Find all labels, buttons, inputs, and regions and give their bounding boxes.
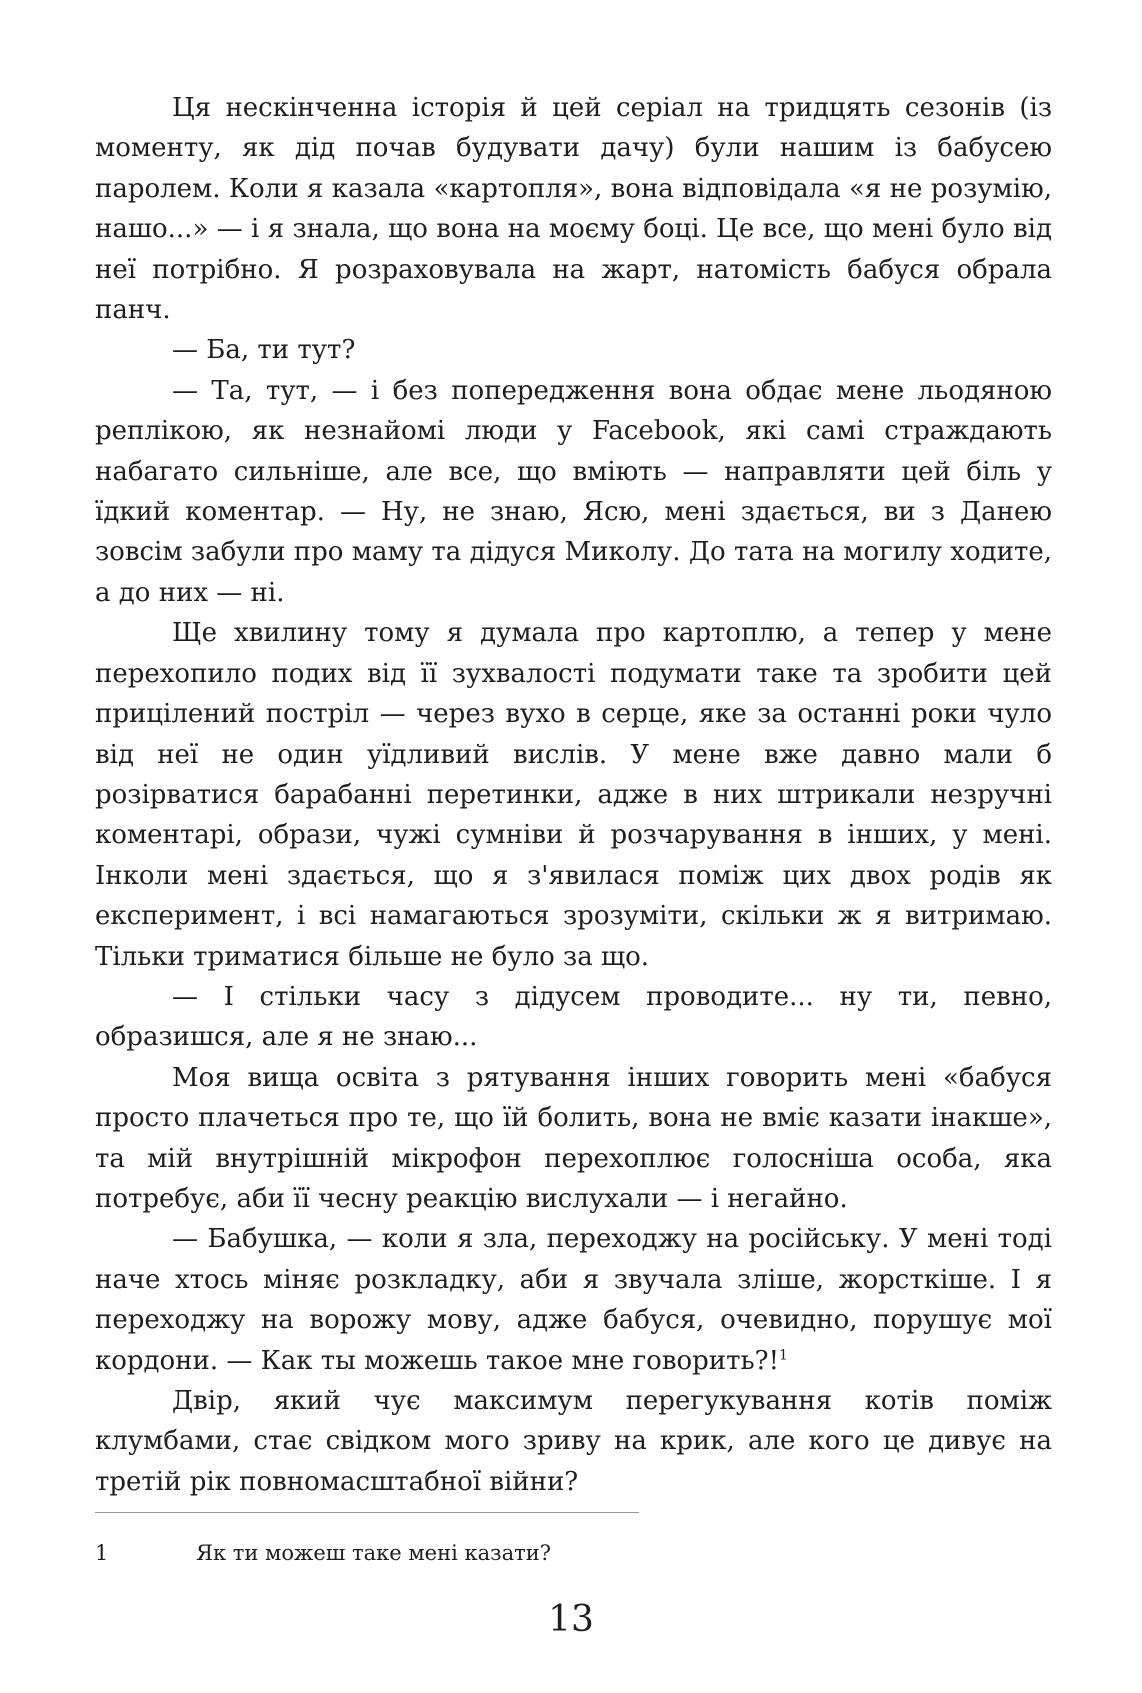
paragraph-8: Двір, який чує максимум перегукування котів поміж клумбами, стає свідком мого зриву на крик, але кого це дивує на третій рік повномасштабної війни? xyxy=(95,1386,1052,1497)
paragraph-7 xyxy=(95,1219,1052,1381)
paragraph-5: — І стільки часу з дідусем проводите... ну ти, певно, образишся, але я не знаю... xyxy=(95,981,1052,1053)
paragraph-6: Моя вища освіта з рятування інших говорить мені «бабуся просто плачеться про те, що їй болить, вона не вміє казати інакше», та мій внутрішній мікрофон перехоплює голосніша особа, яка потребує, аби її чесну реакцію вислухали — і негайно. xyxy=(95,1062,1052,1214)
paragraph-3: — Та, тут, — і без попередження вона обдає мене льодяною реплікою, як незнайомі люди у Facebook, які самі страждають набагато сильніше, але все, що вміють — направляти цей біль у їдкий коментар. — Ну, не знаю, Ясю, мені здається, ви з Данею зовсім забули про маму та дідуся Миколу. До тата на могилу ходите, а до них — ні. xyxy=(95,375,1052,608)
paragraph-7-text: — Бабушка, — коли я зла, переходжу на російську. У мені тоді наче хтось міняє розкладку, аби я звучала зліше, жорсткіше. І я переходжу на ворожу мову, адже бабуся, очевидно, порушує мої кордони. — Как ты можешь такое мне говорить?! xyxy=(95,1224,1052,1376)
footnote-text: Як ти можеш таке мені казати? xyxy=(196,1541,551,1565)
footnote-divider xyxy=(95,1512,639,1513)
page-body xyxy=(95,88,1052,1502)
page-number: 13 xyxy=(548,1599,594,1640)
paragraph-1: Ця нескінченна історія й цей серіал на тридцять сезонів (із моменту, як дід почав будувати дачу) були нашим із бабусею паролем. Коли я казала «картопля», вона відповідала «я не розумію, нашо...» — і я знала, що вона на моєму боці. Це все, що мені було від неї потрібно. Я розраховувала на жарт, натомість бабуся обрала панч. xyxy=(95,93,1052,326)
footnote xyxy=(95,1538,995,1568)
paragraph-4: Ще хвилину тому я думала про картоплю, а тепер у мене перехопило подих від її зухвалості подумати таке та зробити цей прицілений постріл — через вухо в серце, яке за останні роки чуло від неї не один уїдливий вислів. У мене вже давно мали б розірватися барабанні перетинки, адже в них штрикали незручні коментарі, образи, чужі сумніви й розчарування в інших, у мені. Інколи мені здається, що я з'явилася поміж цих двох родів як експеримент, і всі намагаються зрозуміти, скільки ж я витримаю. Тільки триматися більше не було за що. xyxy=(95,618,1052,972)
footnote-number: 1 xyxy=(95,1541,109,1565)
paragraph-2: — Ба, ти тут? xyxy=(172,335,356,366)
footnote-reference: 1 xyxy=(779,1346,788,1363)
